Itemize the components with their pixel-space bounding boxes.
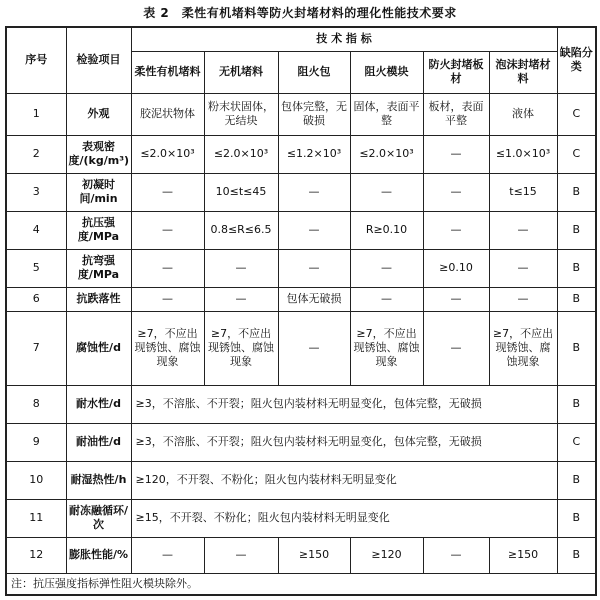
row-seq: 6: [6, 287, 66, 311]
cell: —: [204, 249, 278, 287]
cell: —: [204, 287, 278, 311]
cell: —: [131, 287, 204, 311]
cell: ≥0.10: [423, 249, 489, 287]
cell: —: [489, 249, 557, 287]
row-defect: B: [557, 249, 596, 287]
cell: ≥7，不应出现锈蚀、腐蚀现象: [204, 311, 278, 385]
table-row: [6, 537, 596, 573]
row-item: 外观: [66, 93, 131, 135]
table-row: [6, 93, 596, 135]
cell: —: [278, 311, 350, 385]
row-seq: 10: [6, 461, 66, 499]
header-col: 阻火包: [278, 51, 350, 93]
row-seq: 12: [6, 537, 66, 573]
cell: 包体完整，无破损: [278, 93, 350, 135]
row-item: 初凝时间/min: [66, 173, 131, 211]
row-seq: 8: [6, 385, 66, 423]
cell: —: [423, 287, 489, 311]
table-title: 表 2 柔性有机堵料等防火封堵材料的理化性能技术要求: [143, 6, 457, 20]
cell: —: [278, 249, 350, 287]
row-defect: C: [557, 93, 596, 135]
cell: —: [278, 173, 350, 211]
cell: ≥150: [278, 537, 350, 573]
cell: —: [131, 249, 204, 287]
cell: —: [423, 537, 489, 573]
cell: —: [350, 249, 423, 287]
row-seq: 5: [6, 249, 66, 287]
cell: —: [423, 311, 489, 385]
header-col: 无机堵料: [204, 51, 278, 93]
header-defect: 缺陷分类: [557, 27, 596, 93]
cell: —: [350, 173, 423, 211]
table-row: [6, 249, 596, 287]
cell: —: [423, 135, 489, 173]
cell: 10≤t≤45: [204, 173, 278, 211]
row-item: 耐水性/d: [66, 385, 131, 423]
cell: ≤1.0×10³: [489, 135, 557, 173]
cell: 粉末状固体，无结块: [204, 93, 278, 135]
row-seq: 11: [6, 499, 66, 537]
cell: —: [423, 211, 489, 249]
row-item: 腐蚀性/d: [66, 311, 131, 385]
table-row: [6, 385, 596, 423]
table-row: [6, 423, 596, 461]
row-item: 表观密度/(kg/m³): [66, 135, 131, 173]
row-seq: 4: [6, 211, 66, 249]
cell: ≥150: [489, 537, 557, 573]
header-tech: 技 术 指 标: [131, 27, 557, 51]
cell: —: [131, 173, 204, 211]
header-item: 检验项目: [66, 27, 131, 93]
row-seq: 3: [6, 173, 66, 211]
cell: 胶泥状物体: [131, 93, 204, 135]
cell: —: [204, 537, 278, 573]
table-row: [6, 173, 596, 211]
span-cell: ≥3，不溶胀、不开裂；阻火包内装材料无明显变化，包体完整，无破损: [131, 423, 557, 461]
cell: —: [423, 173, 489, 211]
row-seq: 1: [6, 93, 66, 135]
row-seq: 9: [6, 423, 66, 461]
row-item: 膨胀性能/%: [66, 537, 131, 573]
row-seq: 7: [6, 311, 66, 385]
row-item: 抗压强度/MPa: [66, 211, 131, 249]
row-item: 耐冻融循环/次: [66, 499, 131, 537]
cell: —: [350, 287, 423, 311]
cell: ≥120: [350, 537, 423, 573]
cell: ≥7，不应出现锈蚀、腐蚀现象: [489, 311, 557, 385]
cell: —: [131, 211, 204, 249]
cell: R≥0.10: [350, 211, 423, 249]
cell: —: [278, 211, 350, 249]
row-defect: B: [557, 385, 596, 423]
table-row: [6, 135, 596, 173]
row-item: 抗跌落性: [66, 287, 131, 311]
row-defect: C: [557, 135, 596, 173]
cell: 包体无破损: [278, 287, 350, 311]
table-row: [6, 311, 596, 385]
cell: —: [131, 537, 204, 573]
row-defect: B: [557, 499, 596, 537]
span-cell: ≥120，不开裂、不粉化；阻火包内装材料无明显变化: [131, 461, 557, 499]
table-note: 注：抗压强度指标弹性阻火模块除外。: [6, 573, 596, 595]
row-defect: C: [557, 423, 596, 461]
row-defect: B: [557, 287, 596, 311]
header-col: 柔性有机堵料: [131, 51, 204, 93]
cell: ≥7，不应出现锈蚀、腐蚀现象: [350, 311, 423, 385]
cell: ≤1.2×10³: [278, 135, 350, 173]
row-item: 耐湿热性/h: [66, 461, 131, 499]
cell: 板材，表面平整: [423, 93, 489, 135]
table-row: [6, 461, 596, 499]
cell: ≤2.0×10³: [350, 135, 423, 173]
table-row: [6, 499, 596, 537]
header-seq: 序号: [6, 27, 66, 93]
header-col: 阻火模块: [350, 51, 423, 93]
row-seq: 2: [6, 135, 66, 173]
row-defect: B: [557, 537, 596, 573]
cell: —: [489, 287, 557, 311]
row-defect: B: [557, 311, 596, 385]
spec-table: [5, 26, 597, 596]
row-defect: B: [557, 461, 596, 499]
cell: ≤2.0×10³: [131, 135, 204, 173]
cell: ≥7，不应出现锈蚀、腐蚀现象: [131, 311, 204, 385]
cell: 0.8≤R≤6.5: [204, 211, 278, 249]
row-item: 耐油性/d: [66, 423, 131, 461]
cell: 液体: [489, 93, 557, 135]
row-item: 抗弯强度/MPa: [66, 249, 131, 287]
row-defect: B: [557, 173, 596, 211]
cell: t≤15: [489, 173, 557, 211]
cell: —: [489, 211, 557, 249]
row-defect: B: [557, 211, 596, 249]
table-row: [6, 211, 596, 249]
span-cell: ≥15，不开裂、不粉化；阻火包内装材料无明显变化: [131, 499, 557, 537]
header-col: 泡沫封堵材料: [489, 51, 557, 93]
table-row: [6, 287, 596, 311]
note-row: [6, 573, 596, 595]
cell: ≤2.0×10³: [204, 135, 278, 173]
span-cell: ≥3，不溶胀、不开裂；阻火包内装材料无明显变化，包体完整，无破损: [131, 385, 557, 423]
cell: 固体，表面平整: [350, 93, 423, 135]
header-col: 防火封堵板材: [423, 51, 489, 93]
